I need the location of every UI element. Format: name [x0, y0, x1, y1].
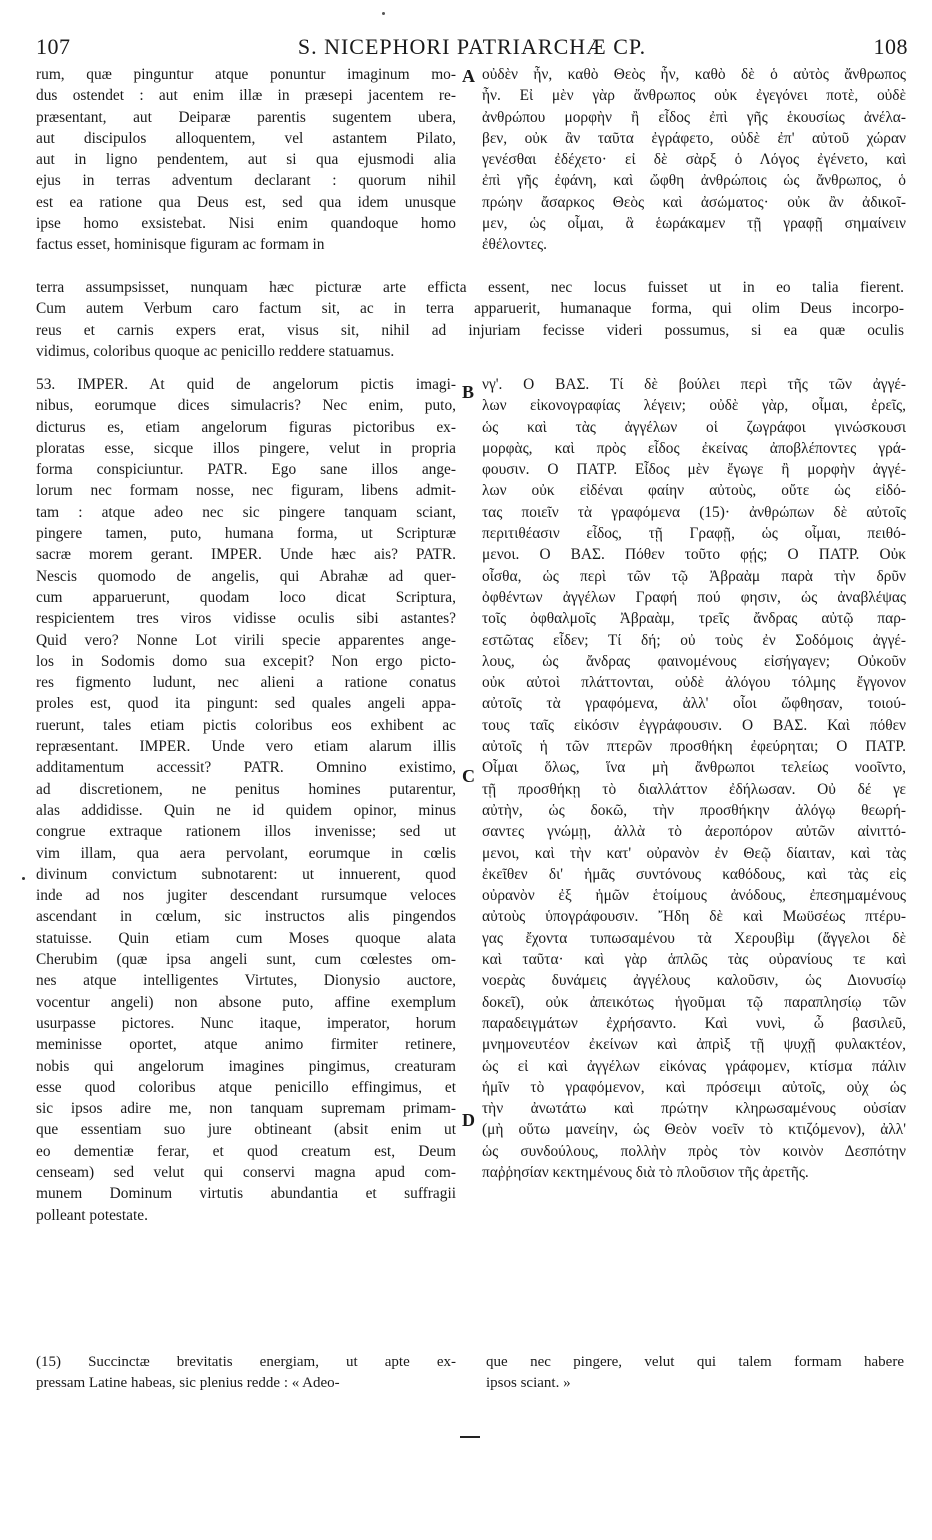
text-line: Nescis quomodo de angelis, qui Abrahæ ad quer-	[36, 567, 456, 585]
text-line: ὡς καὶ τὰς ἀγγέλων οἱ ζωγράφοι γινώσκουσι	[482, 418, 906, 436]
text-line: res figmento ludunt, nec alieni a ratione conatus	[36, 674, 456, 692]
text-line: τας ποιεῖν τὰ γραφόμενα (15)· ἀνθρώπων δὲ αὐτοῖς	[482, 503, 906, 521]
text-line: forma conspiciuntur. PATR. Ego sane illos ange-	[36, 461, 456, 479]
text-line: αὐτοῖς τὰ γραφόμενα, ἀλλ' οἷοι ὤφθησαν, τοιού-	[482, 695, 906, 713]
text-line: que nec pingere, velut qui talem formam habere	[486, 1354, 904, 1370]
greek-column-main	[482, 374, 906, 1183]
text-line: Cherubim (quæ ipsa angeli sunt, cum cœlestes om-	[36, 951, 456, 969]
text-line: αὐτοὺς ὑπογράφουσιν. Ἤδη δὲ καὶ Μωϋσέως πτέρυ-	[482, 908, 906, 926]
text-line: que essentiam suo jure obtineant (absit enim ut	[36, 1121, 456, 1139]
text-line: additamentum accessit? PATR. Omnino existimo,	[36, 759, 456, 777]
text-line: congrue extraque rationem illos invenisse; sed ut	[36, 823, 456, 841]
text-line: αὐτὴν, ὡς δοκῶ, τὴν προσθήκην ἀλόγῳ θεωρή-	[482, 801, 906, 819]
text-line: vim illam, qua aera pervolant, eorumque in cœlis	[36, 844, 456, 862]
latin-column-main	[36, 374, 456, 1226]
text-line: νοερὰς δυνάμεις ἀγγέλους καλοῦσιν, ὡς Διονυσίῳ	[482, 972, 906, 990]
text-line: Οἶμαι ὅλως, ἵνα μὴ ἄνθρωποι τελείως νοοῖντο,	[482, 759, 906, 777]
text-line: (μὴ οὕτω μανείην, ὡς Θεὸν νοεῖν τὸ κτιζόμενον), ἀλλ'	[482, 1121, 906, 1139]
text-line: μενοι. Ο ΒΑΣ. Πόθεν τοῦτο φῄς; Ο ΠΑΤΡ. Οὐκ	[482, 546, 906, 564]
text-line: aut discipulos alloquentem, vel astantem Pilato,	[36, 129, 456, 147]
ink-speck-margin	[22, 877, 25, 880]
text-line: γενέσθαι ἐδέχετο· εἰ δὲ σὰρξ ὁ Λόγος ἐγένετο, καὶ	[482, 151, 906, 169]
text-line: munem Dominum virtutis abundantia et suffragii	[36, 1185, 456, 1203]
column-marker-a: A	[462, 66, 475, 86]
text-line: ipse homo exsistebat. Nisi enim quandoque homo	[36, 215, 456, 233]
text-line: τους ταῖς εἰκόσιν ἐγγράφουσιν. Ο ΒΑΣ. Καὶ πόθεν	[482, 716, 906, 734]
text-line: polleant potestate.	[36, 1206, 148, 1224]
text-line: λων εἰκονογραφίας λέγειν; οὐδὲ γὰρ, οἶμαι, ἐρεῖς,	[482, 397, 906, 415]
text-line: factus esset, hominisque figuram ac formam in	[36, 236, 325, 254]
text-line: statuisse. Quin etiam cum Moses quoque alata	[36, 929, 456, 947]
column-marker-d: D	[462, 1110, 475, 1130]
text-line: παραδειγμάτων ἐχρήσαντο. Καὶ νυνὶ, ὦ βασιλεῦ,	[482, 1014, 906, 1032]
page-number-left: 107	[36, 34, 71, 59]
text-line: πρώην ἄσαρκος Θεὸς καὶ ἀσώματος· οὐκ ἂν ἀδικοῖ-	[482, 193, 906, 211]
text-line: περιτιθέασιν εἶδος, τῇ Γραφῇ, ὡς οἶμαι, πειθό-	[482, 525, 906, 543]
latin-column-top	[36, 64, 456, 256]
text-line: Quid vero? Nonne Lot virili specie apparentes ange-	[36, 631, 456, 649]
text-line: νγ'. Ο ΒΑΣ. Τί δὲ βούλει περὶ τῆς τῶν ἀγγέ-	[482, 376, 906, 393]
text-line: pressam Latine habeas, sic plenius redde : « Adeo-	[36, 1375, 340, 1391]
text-line: ὡς εἰ καὶ ἀγγέλων εἰκόνας γράφομεν, κτίσμα πάλιν	[482, 1057, 906, 1075]
running-title: S. NICEPHORI PATRIARCHÆ CP.	[297, 34, 647, 59]
running-header	[36, 34, 908, 62]
ink-speck	[382, 12, 385, 15]
text-line: τοῖς ὀφθαλμοῖς Ἀβραὰμ, τρεῖς ἄνδρας αὐτῷ παρ-	[482, 610, 906, 628]
text-line: ruerunt, tales etiam pictis coloribus eos exhibent ac	[36, 716, 456, 734]
text-line: inde ad nos jugiter descendant rursumque veloces	[36, 887, 456, 905]
text-line: ἦν. Εἰ μὲν γὰρ ἄνθρωπος οὐκ ἐγεγόνει ποτὲ, οὐδὲ	[482, 87, 906, 105]
text-line: eo dementiæ ferar, et quod creatum est, Deum	[36, 1142, 456, 1160]
text-line: nobis qui angelorum imagines pingimus, creaturam	[36, 1057, 456, 1075]
text-line: esse quod coloribus atque penicillo effingimus, et	[36, 1078, 456, 1096]
text-line: tam : atque adeo nec sic pingere tanquam sciant,	[36, 503, 456, 521]
page-number-right: 108	[873, 34, 908, 59]
text-line: οὐδὲν ἦν, καθὸ Θεὸς ἦν, καθὸ δὲ ὁ αὐτὸς ἄνθρωπος	[482, 66, 906, 83]
text-line: δοκεῖ), οὐκ ἀπεικότως ἡγοῦμαι τῷ παραπλησίῳ τῶν	[482, 993, 906, 1011]
text-line: οὐρανὸν ἐξ ἡμῶν ἑτοίμους ἀνόδους, ἐπεσημαμένους	[482, 887, 906, 905]
text-line: οἶσθα, ὡς περὶ τῶν τῷ Ἀβραὰμ παρὰ τὴν δρῦν	[482, 567, 906, 585]
page-end-rule	[460, 1436, 480, 1438]
greek-column-top	[482, 64, 906, 256]
text-line: βεν, οὐκ ἂν ταῦτα ἐγράφετο, οὐδὲ ἐπ' αὐτοῦ χώραν	[482, 129, 906, 147]
text-line: est ea ratione qua Deus est, sed qua idem unusque	[36, 193, 456, 211]
column-marker-b: B	[462, 382, 475, 402]
text-line: lorum nec formam nosse, nec figuram, libens admit-	[36, 482, 456, 500]
text-line: dus ostendet : aut enim illæ in præsepi jacentem re-	[36, 87, 456, 105]
text-line: τὴν ἀνωτάτω καὶ πρώτην κληρωσαμένους οὐσίαν	[482, 1100, 906, 1118]
text-line: ad discretionem, ne penitus homines putarentur,	[36, 780, 456, 798]
text-line: respicientem tres viros vidisse oculis sibi astantes?	[36, 610, 456, 628]
text-line: 53. IMPER. At quid de angelorum pictis imagi-	[36, 376, 456, 393]
text-line: repræsentant. IMPER. Unde vero etiam alarum illis	[36, 738, 456, 756]
text-line: præsentant, aut Deiparæ parentis sugentem ubera,	[36, 108, 456, 126]
text-line: nibus, eorumque dices simulacris? Nec enim, puto,	[36, 397, 456, 415]
text-line: ἀνθρώπου μορφὴν ἢ εἶδος ἐπὶ γῆς ἑκουσίως ἀνέλα-	[482, 108, 906, 126]
text-line: ἐπὶ γῆς ἐφάνη, καὶ ὤφθη ἀνθρώποις ὡς ἄνθρωπος, ὁ	[482, 172, 906, 190]
text-line: ὀφθέντων ἀγγέλων Γραφή πού φησιν, ὡς ἀναβλέψας	[482, 588, 906, 606]
text-line: dicturus es, etiam angelorum figuras pictoribus ex-	[36, 418, 456, 436]
text-line: Cum autem Verbum caro factum sit, ac in terra apparuerit, humanaque forma, qui olim Deus incorpo-	[36, 300, 904, 318]
text-line: aut in ligno pendentem, aut si qua ejusmodi alia	[36, 151, 456, 169]
text-line: reus et carnis expers erat, visus sit, nihil ad injuriam fecisse videri possumus, si ea quæ oculis	[36, 321, 904, 339]
text-line: ipsos sciant. »	[486, 1375, 571, 1391]
text-line: ejus in terras adventum declarant : quorum nihil	[36, 172, 456, 190]
text-line: λων οὐκ εἰδέναι φαίην αὐτοὺς, οὔτε ὡς εἰδό-	[482, 482, 906, 500]
text-line: γας ἔχοντα τυπωσαμένου τὰ Χερουβὶμ (ἄγγελοι δὲ	[482, 929, 906, 947]
text-line: ploratas esse, sicque illos pingere, velut in propria	[36, 439, 456, 457]
text-line: sacræ morem gerant. IMPER. Unde hæc ais? PATR.	[36, 546, 456, 564]
text-line: λους, ὡς ἄνδρας φαινομένους εἰσήγαγεν; Οὐκοῦν	[482, 652, 906, 670]
text-line: cum apparuerunt, quodam loco dicat Scriptura,	[36, 588, 456, 606]
text-line: σαντες γνώμῃ, ἀλλὰ τὸ ἀεροπόρον αὐτῶν αἰνιττό-	[482, 823, 906, 841]
text-line: rum, quæ pinguntur atque ponuntur imaginum mo-	[36, 66, 456, 83]
text-line: καὶ ταῦτα· καὶ γὰρ ἁπλῶς τὰς οὐρανίους τε καὶ	[482, 951, 906, 969]
text-line: μορφὰς, καὶ πρὸς εἶδος ἐκείνας ἀποβλέποντες γρά-	[482, 439, 906, 457]
text-line: μνημονευτέον ἐκείνων καὶ ἀπρὶξ τῇ ψυχῇ φυλακτέον,	[482, 1036, 906, 1054]
text-line: ascendant in cœlum, sic instructos alis pingendos	[36, 908, 456, 926]
text-line: sic ipsos adire me, non tanquam supremam primam-	[36, 1100, 456, 1118]
footnote-right	[486, 1352, 904, 1394]
text-line: los in Sodomis domo sua excepit? Non ergo picto-	[36, 652, 456, 670]
text-line: (15) Succinctæ brevitatis energiam, ut apte ex-	[36, 1354, 456, 1370]
text-line: terra assumpsisset, nunquam hæc picturæ arte efficta essent, nec locus fuisset ut in eo talia fierent.	[36, 279, 904, 296]
text-line: pingere tamen, puto, humana forma, ut Scripturæ	[36, 525, 456, 543]
text-line: οὐκ αὐτοὶ πλάττονται, οὐδὲ ἀλόγου τόλμης ἔγγονον	[482, 674, 906, 692]
text-line: vocentur angeli) non absone puto, affine exemplum	[36, 993, 456, 1011]
text-line: τῇ προσθήκῃ τὸ διαλλάττον ἐδήλωσαν. Οὐ δέ γε	[482, 780, 906, 798]
text-line: ὡς συνδούλους, πολλὴν πρὸς τὸν κοινὸν Δεσπότην	[482, 1142, 906, 1160]
footnote-left	[36, 1352, 456, 1394]
text-line: nes atque intelligentes Virtutes, Dionysio auctore,	[36, 972, 456, 990]
text-line: αὐτοῖς ἡ τῶν πτερῶν προσθήκη ἐφεύρηται; Ο ΠΑΤΡ.	[482, 738, 906, 756]
text-line: φουσιν. Ο ΠΑΤΡ. Εἶδος μὲν ἔγωγε ἢ μορφὴν ἀγγέ-	[482, 461, 906, 479]
column-marker-c: C	[462, 766, 475, 786]
text-line: vidimus, coloribus quoque ac penicillo reddere statuamus.	[36, 342, 395, 360]
text-line: παῤῥησίαν κεκτημένους διὰ τὸ πλοῦσιον τῆς ἀρετῆς.	[482, 1163, 809, 1181]
text-line: εστῶτας εἶδεν; Τί δή; οὐ τοὺς ἐν Σοδόμοις ἀγγέ-	[482, 631, 906, 649]
text-line: alas addidisse. Quin ne id quidem opinor, minus	[36, 801, 456, 819]
text-line: divinum convictum subnotarent: ut innuerent, quod	[36, 865, 456, 883]
text-line: μεν, ὡς οἶμαι, ἃ ἑωράκαμεν τῇ γραφῇ σημαίνειν	[482, 215, 906, 233]
text-line: censeam) sed velut qui conservi magna apud com-	[36, 1163, 456, 1181]
text-line: μενοι, καὶ τὴν κατ' οὐρανὸν ἐν Θεῷ δίαιταν, καὶ τὰς	[482, 844, 906, 862]
latin-full-width-paragraph	[36, 277, 904, 362]
text-line: ἐθέλοντες.	[482, 236, 548, 254]
text-line: proles est, quod ita pingunt: sed quales angeli appa-	[36, 695, 456, 713]
text-line: ἡμῖν τὸ γραφόμενον, καὶ πρόσειμι αὐτοῖς, οὐχ ὡς	[482, 1078, 906, 1096]
text-line: usurpasse pictores. Nunc itaque, imperator, horum	[36, 1014, 456, 1032]
text-line: meminisse oportet, atque animo firmiter retinere,	[36, 1036, 456, 1054]
text-line: ἐκεῖθεν δι' ἡμᾶς συντόνους καθόδους, καὶ τὰς εἰς	[482, 865, 906, 883]
